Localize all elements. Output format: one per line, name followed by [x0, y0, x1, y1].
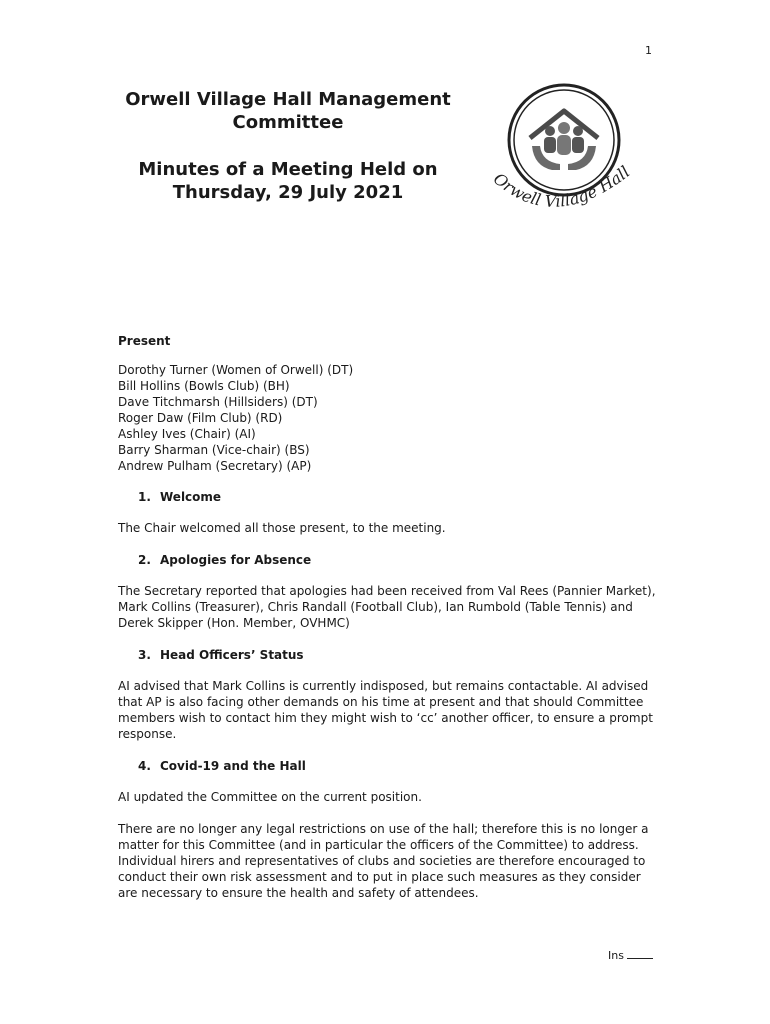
section-title: Head Officers’ Status [160, 648, 304, 662]
minutes-body [118, 333, 658, 917]
page-number: 1 [645, 44, 652, 57]
initials-label: Ins [608, 949, 624, 962]
section-paragraph: AI advised that Mark Collins is currently indisposed, but remains contactable. AI advised that AP is also facing other demands on his time at present and that should Committee members wish to contact him they might wish to ‘cc’ another officer, to ensure a prompt response. [118, 679, 653, 741]
initials-field [608, 948, 653, 962]
title-line-1: Orwell Village Hall Management [125, 89, 451, 110]
attendee-item: Barry Sharman (Vice-chair) (BS) [118, 443, 310, 457]
attendee-item: Ashley Ives (Chair) (AI) [118, 427, 256, 441]
title-line-3: Minutes of a Meeting Held on [138, 159, 438, 180]
section-title: Apologies for Absence [160, 553, 312, 567]
initials-blank-line [627, 948, 653, 959]
section-title: Covid-19 and the Hall [160, 759, 306, 773]
attendee-item: Dorothy Turner (Women of Orwell) (DT) [118, 363, 354, 377]
present-heading: Present [118, 334, 171, 348]
attendee-list [118, 362, 658, 474]
section-paragraph: AI updated the Committee on the current position. [118, 790, 422, 804]
village-hall-logo [482, 78, 642, 238]
section-heading-covid [138, 758, 658, 774]
section-heading-apologies [138, 552, 658, 568]
section-paragraph: The Secretary reported that apologies had been received from Val Rees (Pannier Market), Mark Collins (Treasurer), Chris Randall (Football Club), Ian Rumbold (Table Tennis) and Derek Skipper (Hon. Member, OVHMC) [118, 584, 656, 630]
attendee-item: Dave Titchmarsh (Hillsiders) (DT) [118, 395, 318, 409]
section-number: 2. [138, 553, 151, 567]
logo-text: Orwell Village Hall [489, 162, 634, 211]
attendee-item: Bill Hollins (Bowls Club) (BH) [118, 379, 290, 393]
section-title: Welcome [160, 490, 222, 504]
section-paragraph: There are no longer any legal restrictions on use of the hall; therefore this is no longer a matter for this Committee (and in particular the officers of the Committee) to address. Individual hirers and representatives of clubs and societies are therefore encouraged to conduct their own risk assessment and to put in place such measures as they consider are necessary to ensure the health and safety of attendees. [118, 822, 649, 900]
section-number: 3. [138, 648, 151, 662]
document-title [118, 88, 458, 204]
section-number: 4. [138, 759, 151, 773]
attendee-item: Andrew Pulham (Secretary) (AP) [118, 459, 312, 473]
title-line-4: Thursday, 29 July 2021 [172, 182, 404, 203]
title-line-2: Committee [232, 112, 344, 133]
section-paragraph: The Chair welcomed all those present, to the meeting. [118, 521, 446, 535]
section-heading-officers-status [138, 647, 658, 663]
section-number: 1. [138, 490, 151, 504]
section-heading-welcome [138, 489, 658, 505]
attendee-item: Roger Daw (Film Club) (RD) [118, 411, 283, 425]
